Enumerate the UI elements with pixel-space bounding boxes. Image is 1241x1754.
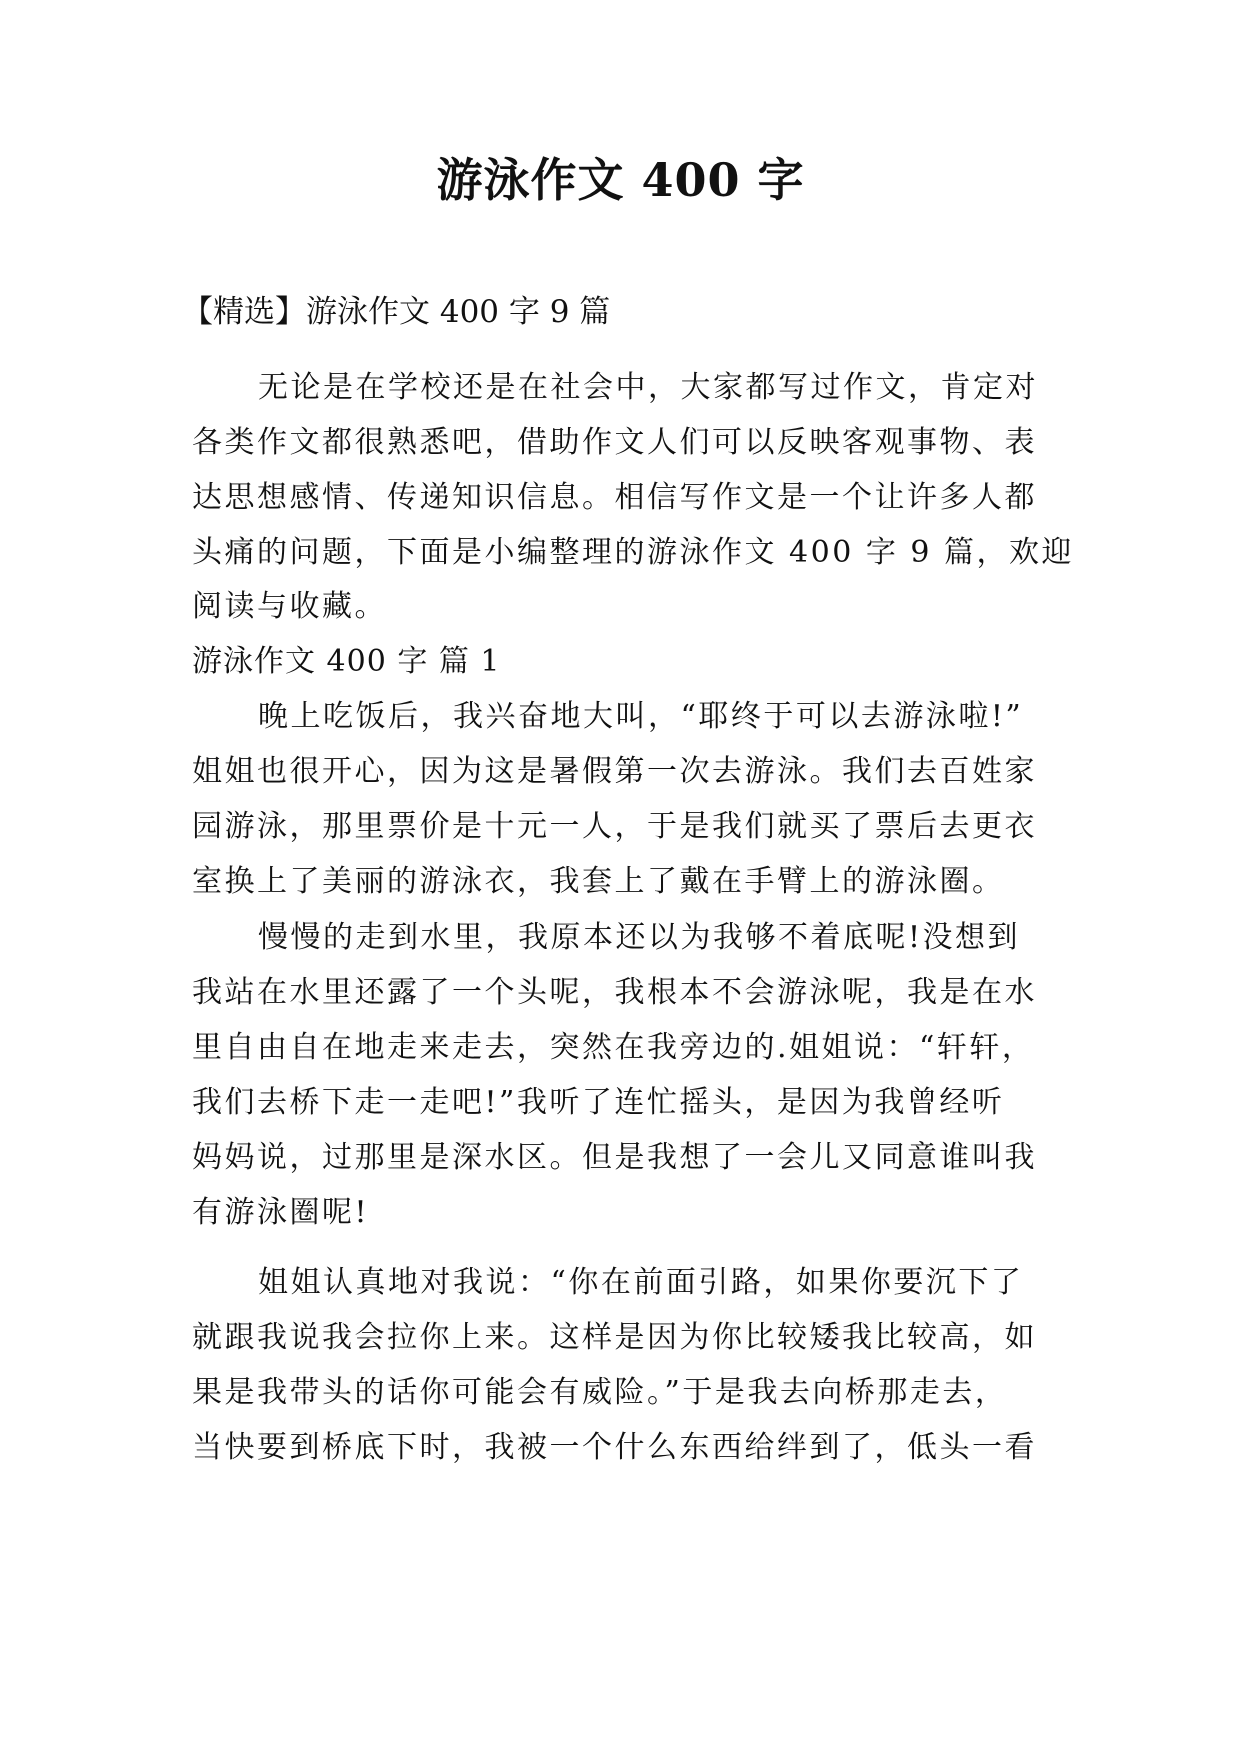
section-heading: 游泳作文 400 字 篇 1 xyxy=(192,644,501,679)
paragraph-line: 头痛的问题，下面是小编整理的游泳作文 400 字 9 篇，欢迎 xyxy=(192,535,1074,570)
document-subtitle: 【精选】游泳作文 400 字 9 篇 xyxy=(182,294,611,330)
paragraph-line: 妈妈说，过那里是深水区。但是我想了一会儿又同意谁叫我 xyxy=(192,1140,1037,1175)
paragraph-line: 达思想感情、传递知识信息。相信写作文是一个让许多人都 xyxy=(192,480,1037,515)
paragraph-line: 就跟我说我会拉你上来。这样是因为你比较矮我比较高，如 xyxy=(192,1320,1037,1355)
paragraph-line: 各类作文都很熟悉吧，借助作文人们可以反映客观事物、表 xyxy=(192,425,1037,460)
paragraph-line: 有游泳圈呢! xyxy=(192,1195,370,1230)
paragraph-line: 果是我带头的话你可能会有威险。”于是我去向桥那走去， xyxy=(192,1375,1008,1410)
paragraph-line: 慢慢的走到水里，我原本还以为我够不着底呢!没想到 xyxy=(258,920,1021,955)
paragraph-line: 我们去桥下走一走吧!”我听了连忙摇头，是因为我曾经听 xyxy=(192,1085,1005,1120)
document-title: 游泳作文 400 字 xyxy=(436,153,805,207)
paragraph-line: 园游泳，那里票价是十元一人，于是我们就买了票后去更衣 xyxy=(192,809,1037,844)
paragraph-line: 我站在水里还露了一个头呢，我根本不会游泳呢，我是在水 xyxy=(192,975,1037,1010)
paragraph-line: 室换上了美丽的游泳衣，我套上了戴在手臂上的游泳圈。 xyxy=(192,864,1005,899)
paragraph-line: 姐姐也很开心，因为这是暑假第一次去游泳。我们去百姓家 xyxy=(192,754,1037,789)
paragraph-line: 里自由自在地走来走去，突然在我旁边的.姐姐说：“轩轩， xyxy=(192,1030,1035,1065)
paragraph-line: 晚上吃饭后，我兴奋地大叫，“耶终于可以去游泳啦!” xyxy=(258,699,1024,734)
paragraph-line: 当快要到桥底下时，我被一个什么东西给绊到了，低头一看 xyxy=(192,1430,1037,1465)
paragraph-line: 姐姐认真地对我说：“你在前面引路，如果你要沉下了 xyxy=(258,1265,1024,1300)
paragraph-line: 无论是在学校还是在社会中，大家都写过作文，肯定对 xyxy=(258,370,1038,405)
paragraph-line: 阅读与收藏。 xyxy=(192,589,387,624)
